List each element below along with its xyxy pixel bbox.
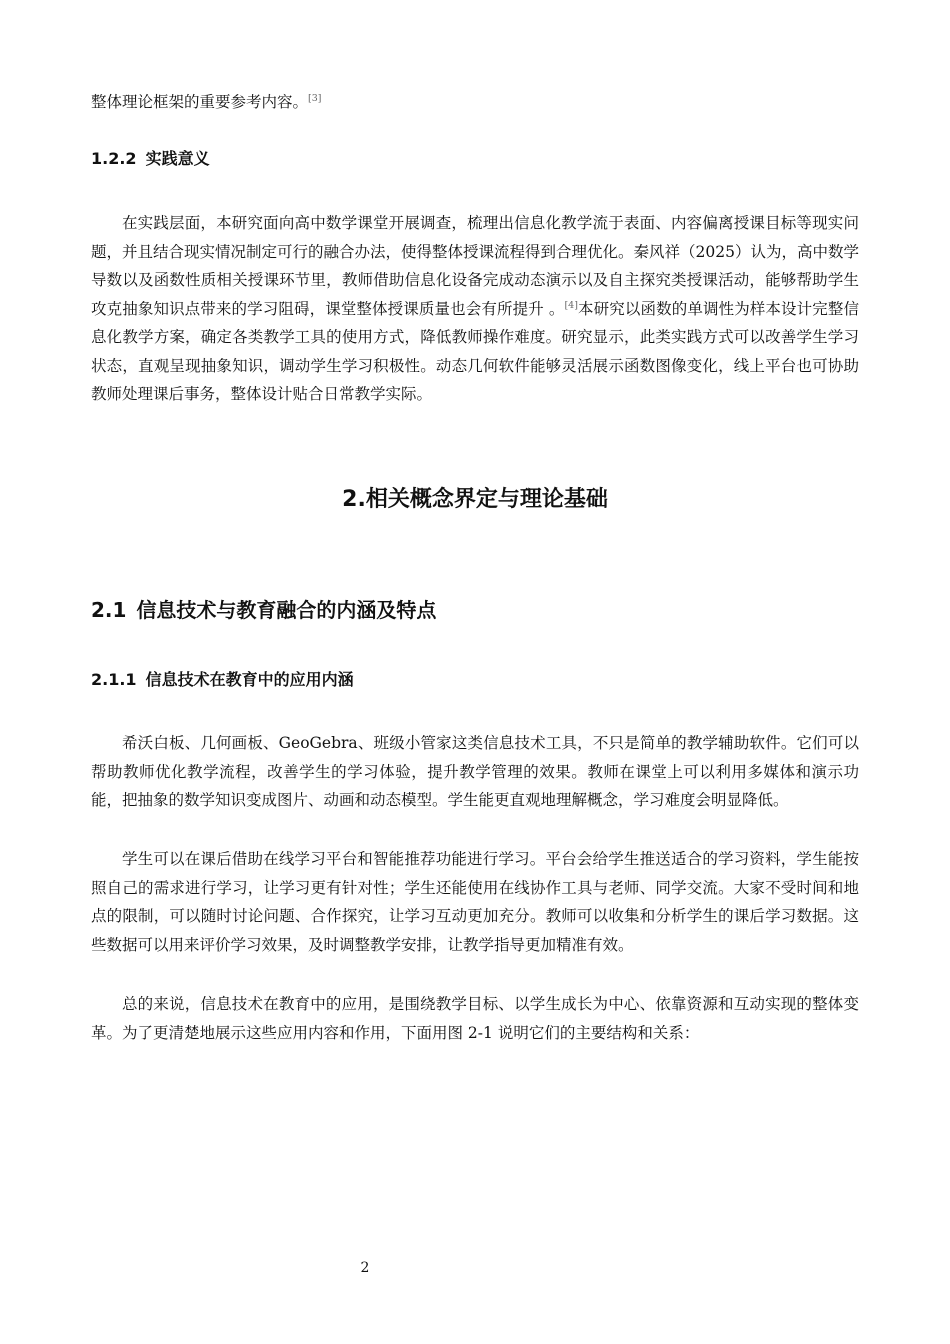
chapter-title: 2.相关概念界定与理论基础 [342, 487, 608, 512]
section-title: 信息技术在教育中的应用内涵 [145, 670, 354, 689]
section-heading-2-1 [91, 594, 436, 623]
citation-ref: [4] [564, 299, 578, 311]
intro-text: 整体理论框架的重要参考内容。 [91, 93, 309, 111]
section-heading-1-2-2 [91, 146, 210, 169]
section-number: 2.1.1 [91, 670, 137, 689]
body-paragraph: 总的来说，信息技术在教育中的应用，是围绕教学目标、以学生成长为中心、依靠资源和互动实现的整体变革。为了更清楚地展示这些应用内容和作用，下面用图 2-1 说明它们的主要结构和关系： [91, 995, 859, 1042]
intro-paragraph [91, 88, 859, 117]
body-paragraph: 学生可以在课后借助在线学习平台和智能推荐功能进行学习。平台会给学生推送适合的学习资料，学生能按照自己的需求进行学习，让学习更有针对性；学生还能使用在线协作工具与老师、同学交流。大家不受时间和地点的限制，可以随时讨论问题、合作探究，让学习互动更加充分。教师可以收集和分析学生的课后学习数据。这些数据可以用来评价学习效果，及时调整教学安排，让教学指导更加精准有效。 [91, 850, 859, 954]
practice-paragraph [91, 209, 859, 409]
body-paragraph: 希沃白板、几何画板、GeoGebra、班级小管家这类信息技术工具，不只是简单的教学辅助软件。它们可以帮助教师优化教学流程，改善学生的学习体验，提升教学管理的效果。教师在课堂上可以利用多媒体和演示功能，把抽象的数学知识变成图片、动画和动态模型。学生能更直观地理解概念，学习难度会明显降低。 [91, 734, 859, 809]
paragraph-text: 在实践层面，本研究面向高中数学课堂开展调查，梳理出信息化教学流于表面、内容偏离授课目标等现实问题，并且结合现实情况制定可行的融合办法，使得整体授课流程得到合理优化。秦风祥（2025）认为，高中数学导数以及函数性质相关授课环节里，教师借助信息化设备完成动态演示以及自主探究类授课活动，能够帮助学生攻克抽象知识点带来的学习阻碍，课堂整体授课质量也会有所提升 。 [91, 214, 859, 318]
page-number: 2 [360, 1260, 370, 1276]
section-title: 实践意义 [145, 149, 210, 168]
section-number: 2.1 [91, 598, 127, 622]
section-title: 信息技术与教育融合的内涵及特点 [136, 598, 437, 622]
section-heading-2-1-1 [91, 667, 354, 690]
section-number: 1.2.2 [91, 149, 137, 168]
paragraph-text: 本研究以函数的单调性为样本设计完整信息化教学方案，确定各类教学工具的使用方式，降低教师操作难度。研究显示，此类实践方式可以改善学生学习状态，直观呈现抽象知识，调动学生学习积极性。动态几何软件能够灵活展示函数图像变化，线上平台也可协助教师处理课后事务，整体设计贴合日常教学实际。 [91, 299, 859, 403]
citation-ref: [3] [308, 93, 322, 104]
